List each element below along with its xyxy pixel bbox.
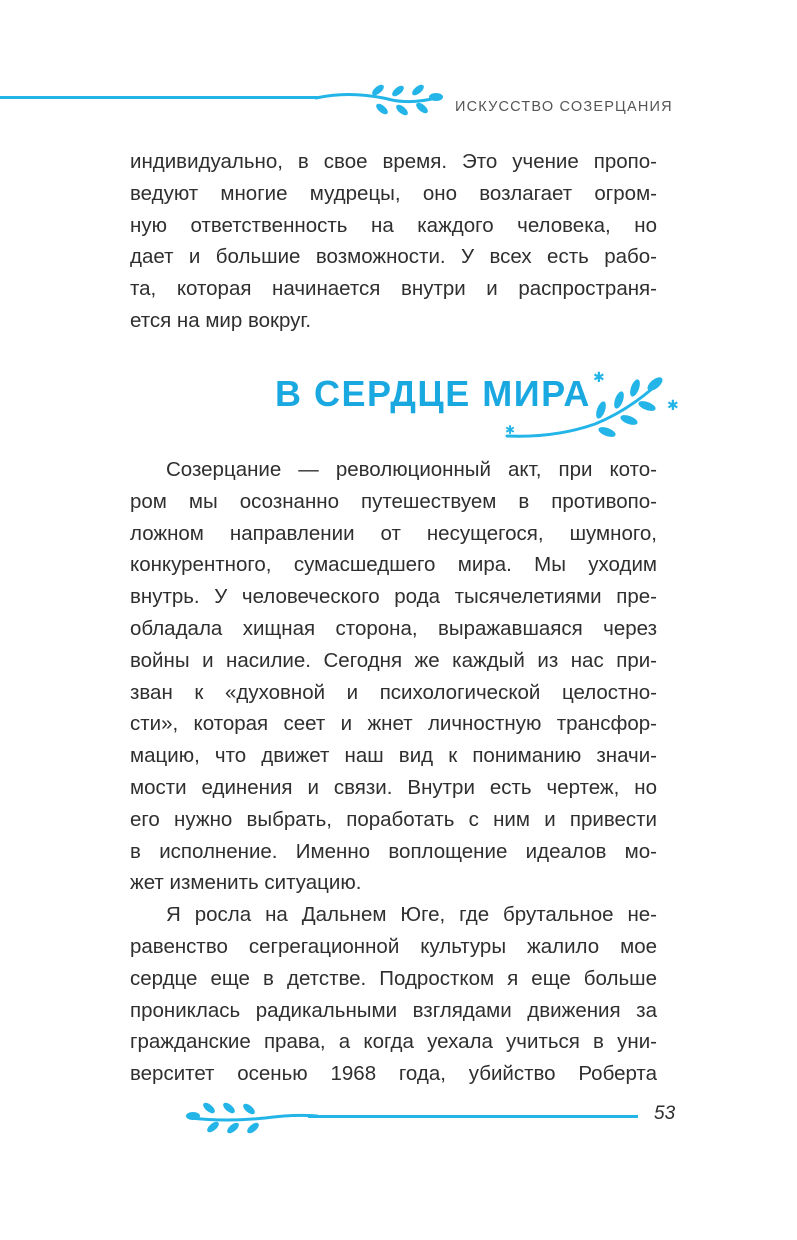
page-number: 53	[654, 1103, 676, 1124]
text-line: ную ответственность на каждого человека, но	[130, 213, 657, 237]
intro-paragraph	[130, 146, 657, 337]
text-line: конкурентного, сумасшедшего мира. Мы уходим	[130, 553, 657, 577]
text-line: в исполнение. Именно воплощение идеалов мо-	[130, 839, 657, 863]
leaf-branch-icon	[185, 1100, 320, 1134]
body-text	[130, 454, 657, 1090]
text-line: его нужно выбрать, поработать с ним и привести	[130, 807, 657, 831]
text-line: та, которая начинается внутри и распространя-	[130, 277, 657, 301]
text-line: жет изменить ситуацию.	[130, 871, 362, 895]
text-line: войны и насилие. Сегодня же каждый из нас при-	[130, 648, 657, 672]
text-line: индивидуально, в свое время. Это учение пропо-	[130, 150, 657, 173]
leaf-branch-icon	[312, 80, 444, 116]
text-line: дает и большие возможности. У всех есть рабо-	[130, 245, 657, 269]
text-line: ром мы осознанно путешествуем в противопо-	[130, 489, 657, 513]
text-line: внутрь. У человеческого рода тысячелетиями пре-	[130, 585, 657, 609]
text-line: прониклась радикальными взглядами движения за	[130, 998, 657, 1022]
text-line: равенство сегрегационной культуры жалило мое	[130, 934, 657, 958]
text-line: ложном направлении от несущегося, шумного,	[130, 521, 657, 545]
footer-rule	[308, 1115, 638, 1118]
svg-text:✱: ✱	[667, 398, 679, 414]
header-rule	[0, 96, 318, 99]
text-line: верситет осенью 1968 года, убийство Роберта	[130, 1062, 657, 1086]
text-line: мости единения и связи. Внутри есть чертеж, но	[130, 775, 657, 799]
leaf-branch-sparkle-icon	[505, 368, 695, 444]
section-title: В СЕРДЦЕ МИРА	[275, 373, 591, 414]
text-line: сердце еще в детстве. Подростком я еще больше	[130, 966, 657, 990]
text-line: ведуют многие мудрецы, оно возлагает огром-	[130, 181, 657, 205]
text-line: сти», которая сеет и жнет личностную трансфор-	[130, 712, 657, 736]
svg-text:✱: ✱	[593, 370, 605, 386]
text-line: мацию, что движет наш вид к пониманию значи-	[130, 744, 657, 768]
running-head: ИСКУССТВО СОЗЕРЦАНИЯ	[455, 99, 673, 115]
svg-text:✱: ✱	[505, 423, 516, 437]
text-line: Я росла на Дальнем Юге, где брутальное не-	[166, 903, 657, 927]
text-line: Созерцание — революционный акт, при кото-	[166, 458, 657, 481]
text-line: обладала хищная сторона, выражавшаяся через	[130, 616, 657, 640]
text-line: ется на мир вокруг.	[130, 308, 312, 332]
text-line: гражданские права, а когда уехала учиться в уни-	[130, 1030, 657, 1054]
text-line: зван к «духовной и психологической целостно-	[130, 680, 657, 704]
